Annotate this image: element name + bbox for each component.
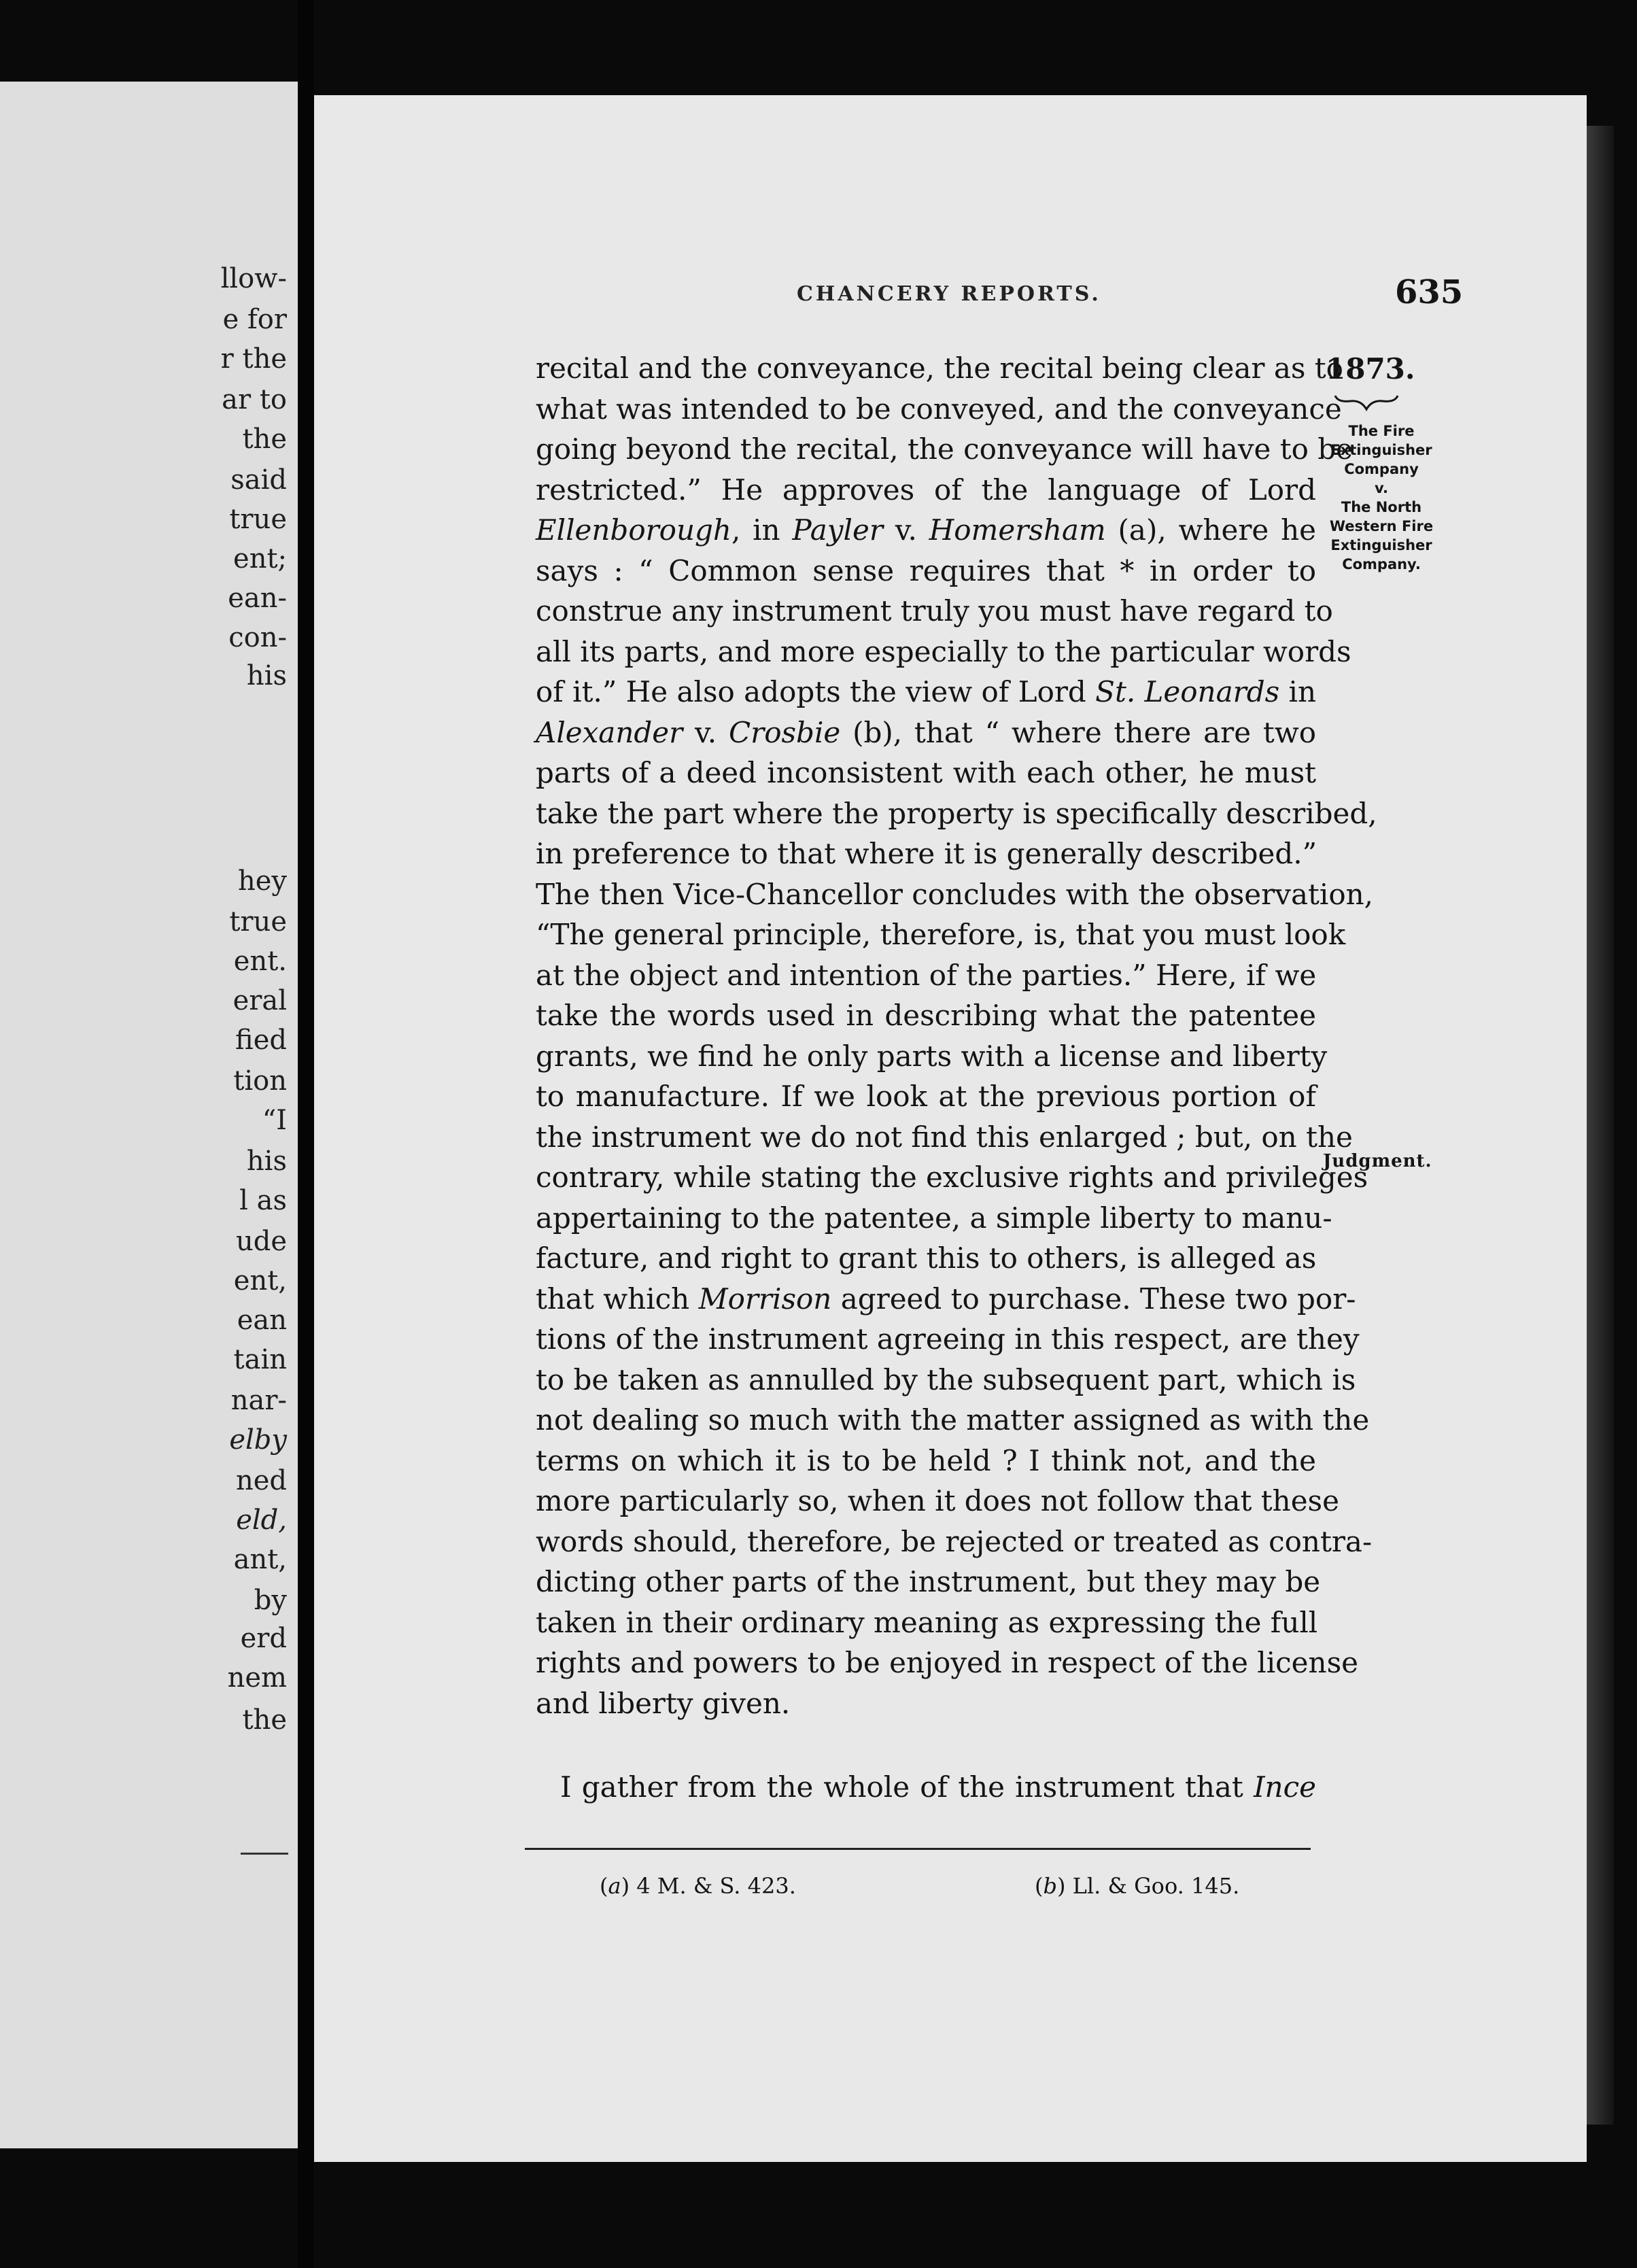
- body-line: facture, and right to grant this to others, is alleged as: [536, 1241, 1317, 1275]
- body-line: recital and the conveyance, the recital being clear as to: [536, 351, 1343, 385]
- left-page-fragment: ant,: [233, 1544, 287, 1575]
- body-line: what was intended to be conveyed, and the conveyance: [536, 392, 1342, 426]
- previous-page-fragment: [0, 82, 298, 2148]
- margin-case-name-line: The Fire: [1348, 423, 1415, 439]
- body-line: take the words used in describing what the patentee: [536, 999, 1316, 1032]
- body-line: The then Vice-Chancellor concludes with the observation,: [536, 877, 1374, 911]
- left-page-fragment: nar-: [230, 1385, 287, 1416]
- margin-case-name-line: Extinguisher: [1330, 537, 1432, 553]
- left-page-fragment: tion: [233, 1065, 287, 1097]
- body-line: going beyond the recital, the conveyance will have to be: [536, 432, 1354, 466]
- body-line: that which Morrison agreed to purchase. These two por-: [536, 1282, 1356, 1316]
- left-page-fragment: nem: [227, 1662, 287, 1694]
- body-line: terms on which it is to be held ? I think not, and the: [536, 1443, 1316, 1477]
- body-line: more particularly so, when it does not follow that these: [536, 1484, 1339, 1517]
- margin-case-name-line: Company: [1344, 461, 1419, 477]
- left-page-fragment: con-: [228, 622, 287, 653]
- left-page-fragment: erd: [240, 1623, 287, 1654]
- left-page-fragment: ent.: [233, 946, 287, 977]
- body-line: the instrument we do not find this enlarged ; but, on the: [536, 1120, 1353, 1154]
- body-line: dicting other parts of the instrument, but they may be: [536, 1565, 1321, 1598]
- body-line: taken in their ordinary meaning as expressing the full: [536, 1605, 1318, 1639]
- left-page-fragment: elby: [229, 1424, 287, 1456]
- left-page-fragment: ent,: [233, 1265, 287, 1296]
- left-page-fragment: ude: [235, 1226, 287, 1257]
- body-line: words should, therefore, be rejected or treated as contra-: [536, 1524, 1373, 1558]
- body-line: tions of the instrument agreeing in this respect, are they: [536, 1322, 1360, 1356]
- body-line: Ellenborough, in Payler v. Homersham (a), where he: [536, 513, 1316, 547]
- left-page-rule: [241, 1853, 288, 1855]
- left-page-fragment: true: [229, 906, 287, 938]
- running-head: CHANCERY REPORTS.: [797, 282, 1101, 306]
- body-line: of it.” He also adopts the view of Lord St. Leonards in: [536, 675, 1317, 708]
- page-edge-shadow: [1587, 126, 1614, 2125]
- body-line: rights and powers to be enjoyed in respect of the license: [536, 1646, 1358, 1679]
- left-page-fragment: the: [242, 424, 287, 455]
- footnote-rule: [525, 1848, 1311, 1850]
- left-page-fragment: eral: [232, 985, 287, 1016]
- footnote-b: (b) Ll. & Goo. 145.: [1035, 1873, 1240, 1899]
- margin-case-name-line: Company.: [1342, 556, 1421, 572]
- left-page-fragment: said: [230, 464, 287, 496]
- left-page-fragment: his: [246, 660, 287, 691]
- body-final-line: I gather from the whole of the instrument that Ince: [560, 1770, 1316, 1804]
- left-page-fragment: e for: [222, 304, 287, 335]
- body-line: appertaining to the patentee, a simple liberty to manu-: [536, 1201, 1332, 1235]
- left-page-fragment: “I: [262, 1105, 287, 1136]
- brace-icon: [1334, 393, 1399, 412]
- left-page-fragment: by: [254, 1585, 287, 1616]
- left-page-fragment: the: [242, 1704, 287, 1736]
- left-page-fragment: tain: [233, 1344, 287, 1375]
- margin-case-name-line: Western Fire: [1329, 518, 1434, 534]
- body-line: restricted.” He approves of the language of Lord: [536, 472, 1316, 506]
- margin-case-name-line: Extinguisher: [1330, 442, 1432, 458]
- body-line: says : “ Common sense requires that * in order to: [536, 553, 1316, 587]
- body-line: in preference to that where it is generally described.”: [536, 837, 1317, 870]
- left-page-fragment: ar to: [222, 384, 287, 415]
- body-line: and liberty given.: [536, 1686, 791, 1720]
- body-line: “The general principle, therefore, is, that you must look: [536, 918, 1346, 951]
- body-line: construe any instrument truly you must have regard to: [536, 594, 1333, 628]
- left-page-fragment: ent;: [233, 543, 287, 574]
- body-line: at the object and intention of the parties.” Here, if we: [536, 958, 1317, 992]
- left-page-fragment: true: [229, 504, 287, 535]
- left-page-fragment: fied: [235, 1025, 287, 1056]
- left-page-fragment: llow-: [220, 263, 287, 294]
- margin-case-name-line: v.: [1375, 480, 1388, 496]
- margin-judgment-label: Judgment.: [1323, 1151, 1432, 1171]
- margin-case-name-line: The North: [1341, 499, 1422, 515]
- body-line: to be taken as annulled by the subsequent part, which is: [536, 1362, 1356, 1396]
- margin-year: 1873.: [1326, 352, 1415, 385]
- left-page-fragment: ned: [235, 1465, 287, 1496]
- left-page-fragment: his: [246, 1146, 287, 1177]
- body-line: Alexander v. Crosbie (b), that “ where there are two: [536, 715, 1317, 749]
- paragraph-gap: [536, 1723, 1316, 1767]
- page-number: 635: [1395, 273, 1464, 311]
- left-page-fragment: eld,: [236, 1505, 287, 1536]
- book-gutter: [298, 0, 314, 2268]
- body-line: to manufacture. If we look at the previous portion of: [536, 1080, 1316, 1113]
- body-line: contrary, while stating the exclusive rights and privileges: [536, 1161, 1368, 1194]
- left-page-fragment: hey: [237, 865, 287, 897]
- left-page-fragment: l as: [239, 1185, 287, 1216]
- left-page-fragment: r the: [220, 343, 287, 375]
- body-line: parts of a deed inconsistent with each other, he must: [536, 756, 1316, 789]
- footnote-a: (a) 4 M. & S. 423.: [600, 1873, 796, 1899]
- left-page-fragment: ean-: [228, 583, 287, 614]
- body-line: grants, we find he only parts with a license and liberty: [536, 1039, 1328, 1073]
- body-line: not dealing so much with the matter assigned as with the: [536, 1403, 1370, 1437]
- body-line: all its parts, and more especially to the particular words: [536, 634, 1351, 668]
- left-page-fragment: ean: [237, 1305, 287, 1336]
- body-line: take the part where the property is specifically described,: [536, 796, 1377, 830]
